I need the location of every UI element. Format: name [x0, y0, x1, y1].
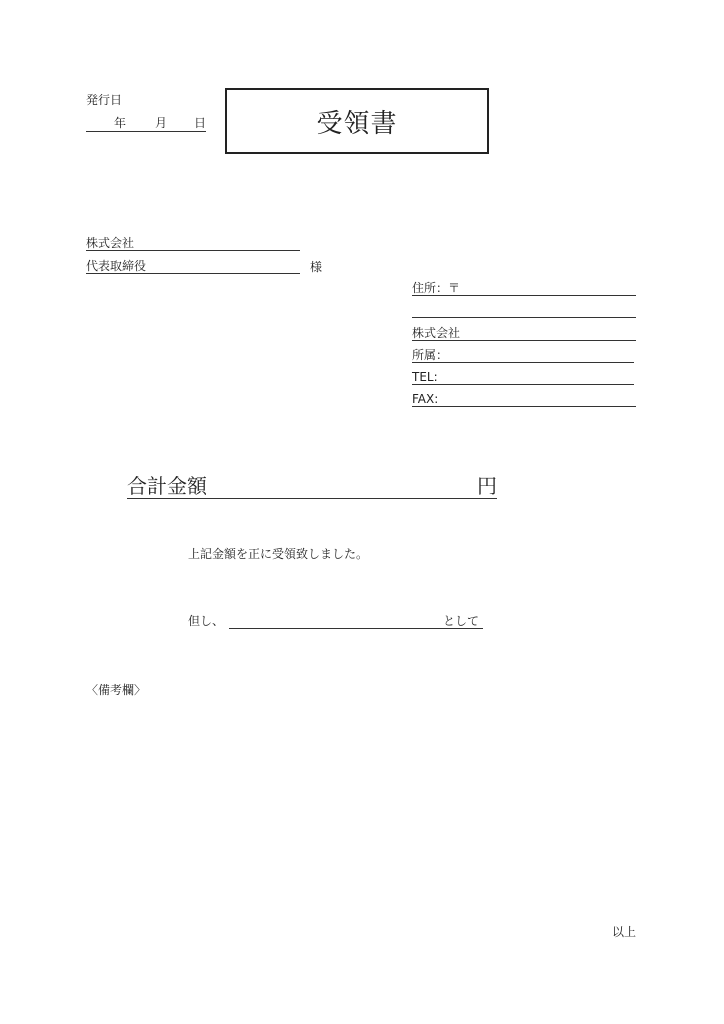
- document-title-box: [225, 88, 489, 154]
- purpose-underline: [229, 628, 483, 629]
- issuer-address-label: 住所：〒: [412, 281, 461, 295]
- recipient-representative-line: [86, 259, 300, 274]
- purpose-suffix: として: [443, 614, 480, 628]
- issue-date-month: 月: [155, 116, 168, 130]
- issuer-address-line-2: [412, 317, 636, 318]
- closing-text: 以上: [612, 925, 637, 939]
- remarks-label: 〈備考欄〉: [86, 683, 147, 697]
- issuer-company-label: 株式会社: [412, 326, 461, 340]
- issuer-tel-line: [412, 370, 634, 385]
- purpose-prefix: 但し、: [188, 614, 225, 628]
- issue-date-label: 発行日: [86, 93, 123, 107]
- recipient-company-label: 株式会社: [86, 236, 135, 250]
- issuer-department-line: [412, 348, 634, 363]
- issuer-fax-label: FAX:: [412, 392, 439, 406]
- recipient-representative-label: 代表取締役: [86, 259, 147, 273]
- issuer-tel-label: TEL:: [412, 370, 438, 384]
- issuer-fax-line: [412, 392, 636, 407]
- issue-date-year: 年: [114, 116, 127, 130]
- receipt-statement: 上記金額を正に受領致しました。: [188, 547, 369, 561]
- issuer-company-line: [412, 326, 636, 341]
- recipient-company-line: [86, 236, 300, 251]
- document-title: 受領書: [316, 108, 398, 139]
- total-amount-label: 合計金額: [127, 474, 207, 498]
- issue-date-underline: [86, 131, 206, 132]
- issue-date-day: 日: [194, 116, 207, 130]
- recipient-honorific: 様: [310, 260, 323, 274]
- issuer-address-line: [412, 281, 636, 296]
- issuer-department-label: 所属：: [412, 348, 449, 362]
- total-amount-line: [127, 474, 497, 499]
- total-amount-currency: 円: [477, 474, 497, 498]
